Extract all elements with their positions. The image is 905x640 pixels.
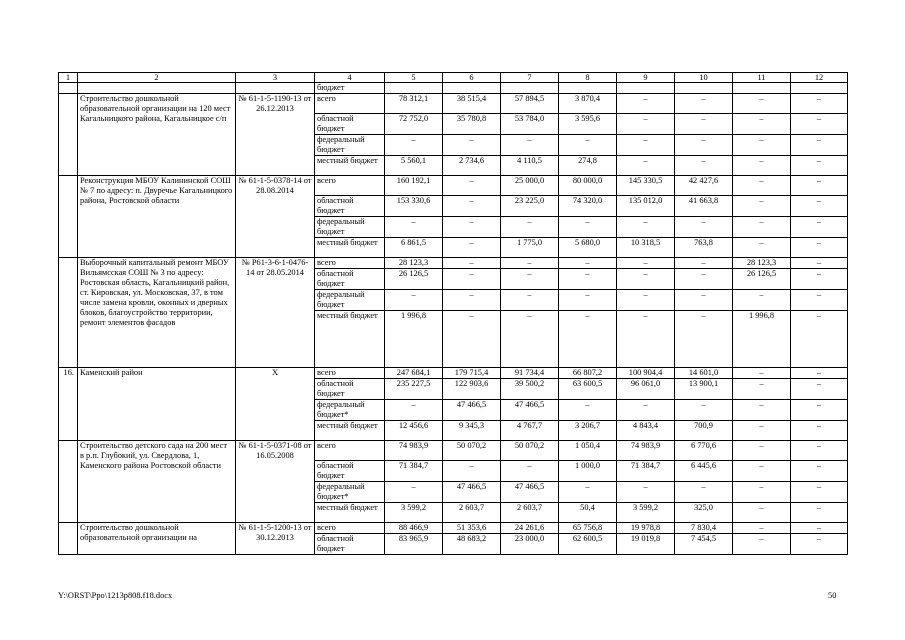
value-cell: –: [733, 94, 791, 114]
table-row: [59, 258, 848, 269]
value-cell: 100 904,4: [617, 368, 675, 379]
carry-over-row: [59, 83, 848, 94]
value-cell: 2 603,7: [501, 503, 559, 523]
value-cell: 12 456,6: [385, 421, 443, 441]
value-cell: 47 466,5: [443, 482, 501, 503]
value-cell: –: [617, 290, 675, 311]
value-cell: 3 599,2: [385, 503, 443, 523]
value-cell: 26 126,5: [733, 269, 791, 290]
value-cell: –: [617, 258, 675, 269]
value-cell: 2 603,7: [443, 503, 501, 523]
value-cell: 6 445,6: [675, 461, 733, 482]
value-cell: 13 900,1: [675, 379, 733, 400]
value-cell: –: [733, 461, 791, 482]
funding-source-label: местный бюджет: [315, 156, 385, 176]
value-cell: 3 206,7: [559, 421, 617, 441]
value-cell: 7 454,5: [675, 534, 733, 555]
funding-source-label: всего: [315, 368, 385, 379]
value-cell: 39 500,2: [501, 379, 559, 400]
value-cell: 74 983,9: [385, 441, 443, 461]
value-cell: –: [559, 135, 617, 156]
value-cell: –: [791, 217, 848, 238]
value-cell: 1 050,4: [559, 441, 617, 461]
value-cell: –: [675, 217, 733, 238]
document-number: № Р61-3-6-1-0476-14 от 28.05.2014: [236, 258, 315, 368]
value-cell: –: [675, 156, 733, 176]
value-cell: –: [733, 196, 791, 217]
value-cell: 51 353,6: [443, 523, 501, 534]
funding-source-label: всего: [315, 441, 385, 461]
value-cell: –: [385, 400, 443, 421]
value-cell: 63 600,5: [559, 379, 617, 400]
row-number: [59, 176, 78, 258]
value-cell: 179 715,4: [443, 368, 501, 379]
value-cell: 91 734,4: [501, 368, 559, 379]
funding-source-label: федеральный бюджет: [315, 217, 385, 238]
value-cell: 53 784,0: [501, 114, 559, 135]
value-cell: –: [733, 176, 791, 196]
header-cell: 2: [78, 73, 236, 83]
header-cell: 9: [617, 73, 675, 83]
header-cell: 7: [501, 73, 559, 83]
value-cell: –: [559, 290, 617, 311]
object-name: Строительство дошкольной образовательной организации на 120 мест Кагальницкого района, Кагальницкое с/п: [78, 94, 236, 176]
value-cell: 4 843,4: [617, 421, 675, 441]
value-cell: 145 330,5: [617, 176, 675, 196]
document-number: Х: [236, 368, 315, 441]
value-cell: –: [443, 135, 501, 156]
value-cell: –: [675, 258, 733, 269]
carry-over-label: бюджет: [315, 83, 385, 94]
value-cell: 3 599,2: [617, 503, 675, 523]
funding-source-label: областной бюджет: [315, 114, 385, 135]
value-cell: –: [675, 269, 733, 290]
value-cell: 122 903,6: [443, 379, 501, 400]
value-cell: –: [501, 290, 559, 311]
value-cell: –: [675, 94, 733, 114]
header-cell: 8: [559, 73, 617, 83]
value-cell: 4 767,7: [501, 421, 559, 441]
value-cell: –: [733, 368, 791, 379]
row-number: [59, 441, 78, 523]
value-cell: –: [791, 461, 848, 482]
value-cell: 28 123,3: [385, 258, 443, 269]
funding-source-label: всего: [315, 176, 385, 196]
value-cell: 3 595,6: [559, 114, 617, 135]
funding-source-label: всего: [315, 258, 385, 269]
empty-cell: [733, 83, 791, 94]
document-number: № 61-1-5-1200-13 от 30.12.2013: [236, 523, 315, 555]
value-cell: –: [559, 217, 617, 238]
funding-source-label: областной бюджет: [315, 269, 385, 290]
value-cell: 247 684,1: [385, 368, 443, 379]
value-cell: –: [733, 400, 791, 421]
value-cell: 23 000,0: [501, 534, 559, 555]
header-row: [59, 73, 848, 83]
object-name: Выборочный капитальный ремонт МБОУ Вильямсская СОШ № 3 по адресу: Ростовская область, Кагальницкий район, ст. Кировская, ул. Московская, 37, в том числе замена кровли, оконных и дверных блоков, благоустройство территории, ремонт элементов фасадов: [78, 258, 236, 368]
value-cell: –: [733, 156, 791, 176]
value-cell: 35 780,8: [443, 114, 501, 135]
value-cell: –: [791, 114, 848, 135]
value-cell: 7 830,4: [675, 523, 733, 534]
funding-source-label: всего: [315, 523, 385, 534]
header-cell: 11: [733, 73, 791, 83]
value-cell: –: [443, 311, 501, 368]
value-cell: –: [733, 379, 791, 400]
value-cell: 1 996,8: [385, 311, 443, 368]
funding-source-label: федеральный бюджет*: [315, 482, 385, 503]
value-cell: –: [501, 258, 559, 269]
value-cell: –: [675, 135, 733, 156]
header-cell: 10: [675, 73, 733, 83]
value-cell: –: [791, 441, 848, 461]
value-cell: 1 996,8: [733, 311, 791, 368]
funding-source-label: местный бюджет: [315, 238, 385, 258]
funding-source-label: областной бюджет: [315, 196, 385, 217]
value-cell: –: [791, 196, 848, 217]
value-cell: –: [733, 135, 791, 156]
value-cell: –: [501, 461, 559, 482]
value-cell: 88 466,9: [385, 523, 443, 534]
value-cell: 3 870,4: [559, 94, 617, 114]
empty-cell: [59, 83, 78, 94]
funding-source-label: всего: [315, 94, 385, 114]
value-cell: –: [559, 269, 617, 290]
value-cell: –: [791, 176, 848, 196]
document-number: № 61-1-5-1190-13 от 26.12.2013: [236, 94, 315, 176]
funding-source-label: федеральный бюджет: [315, 135, 385, 156]
value-cell: 153 330,6: [385, 196, 443, 217]
value-cell: –: [733, 482, 791, 503]
value-cell: –: [791, 135, 848, 156]
value-cell: –: [385, 482, 443, 503]
value-cell: –: [733, 523, 791, 534]
budget-table: [58, 72, 848, 555]
value-cell: –: [675, 290, 733, 311]
value-cell: 72 752,0: [385, 114, 443, 135]
header-cell: 4: [315, 73, 385, 83]
value-cell: –: [443, 238, 501, 258]
value-cell: 25 000,0: [501, 176, 559, 196]
funding-source-label: федеральный бюджет: [315, 290, 385, 311]
value-cell: –: [443, 196, 501, 217]
value-cell: 6 770,6: [675, 441, 733, 461]
value-cell: –: [791, 238, 848, 258]
value-cell: 5 560,1: [385, 156, 443, 176]
value-cell: –: [443, 176, 501, 196]
value-cell: 274,8: [559, 156, 617, 176]
value-cell: –: [791, 368, 848, 379]
row-number: [59, 523, 78, 555]
value-cell: –: [733, 217, 791, 238]
value-cell: –: [791, 269, 848, 290]
value-cell: –: [675, 400, 733, 421]
value-cell: 74 983,9: [617, 441, 675, 461]
value-cell: –: [733, 441, 791, 461]
value-cell: 700,9: [675, 421, 733, 441]
value-cell: 26 126,5: [385, 269, 443, 290]
document-number: № 61-1-5-0371-08 от 16.05.2008: [236, 441, 315, 523]
value-cell: 62 600,5: [559, 534, 617, 555]
value-cell: –: [791, 94, 848, 114]
funding-source-label: федеральный бюджет*: [315, 400, 385, 421]
value-cell: –: [791, 400, 848, 421]
funding-source-label: местный бюджет: [315, 421, 385, 441]
empty-cell: [385, 83, 443, 94]
object-name: Строительство детского сада на 200 мест в р.п. Глубокий, ул. Свердлова, 1, Каменского района Ростовской области: [78, 441, 236, 523]
value-cell: –: [559, 400, 617, 421]
value-cell: 80 000,0: [559, 176, 617, 196]
footer-file-path: Y:\ORST\Ppo\1213p808.f18.docx: [58, 591, 173, 600]
header-cell: 1: [59, 73, 78, 83]
value-cell: 1 000,0: [559, 461, 617, 482]
value-cell: 48 683,2: [443, 534, 501, 555]
funding-source-label: местный бюджет: [315, 503, 385, 523]
value-cell: 65 756,8: [559, 523, 617, 534]
value-cell: –: [617, 269, 675, 290]
header-cell: 6: [443, 73, 501, 83]
value-cell: –: [501, 269, 559, 290]
value-cell: –: [733, 290, 791, 311]
empty-cell: [236, 83, 315, 94]
table-row: [59, 368, 848, 379]
value-cell: 47 466,5: [443, 400, 501, 421]
funding-source-label: областной бюджет: [315, 379, 385, 400]
value-cell: –: [791, 421, 848, 441]
header-cell: 3: [236, 73, 315, 83]
value-cell: 47 466,5: [501, 482, 559, 503]
value-cell: 28 123,3: [733, 258, 791, 269]
value-cell: –: [559, 258, 617, 269]
value-cell: 1 775,0: [501, 238, 559, 258]
value-cell: –: [791, 523, 848, 534]
row-number: [59, 94, 78, 176]
value-cell: 135 012,0: [617, 196, 675, 217]
value-cell: –: [791, 379, 848, 400]
value-cell: –: [791, 258, 848, 269]
value-cell: –: [617, 311, 675, 368]
value-cell: 50 070,2: [443, 441, 501, 461]
value-cell: –: [443, 217, 501, 238]
empty-cell: [675, 83, 733, 94]
value-cell: –: [733, 421, 791, 441]
empty-cell: [501, 83, 559, 94]
table-row: [59, 94, 848, 114]
funding-source-label: областной бюджет: [315, 534, 385, 555]
value-cell: –: [617, 156, 675, 176]
value-cell: –: [733, 238, 791, 258]
value-cell: 325,0: [675, 503, 733, 523]
funding-source-label: областной бюджет: [315, 461, 385, 482]
value-cell: 47 466,5: [501, 400, 559, 421]
value-cell: 74 320,0: [559, 196, 617, 217]
value-cell: –: [501, 217, 559, 238]
value-cell: 50,4: [559, 503, 617, 523]
value-cell: –: [443, 290, 501, 311]
value-cell: –: [617, 400, 675, 421]
value-cell: 41 663,8: [675, 196, 733, 217]
value-cell: 38 515,4: [443, 94, 501, 114]
value-cell: –: [617, 217, 675, 238]
value-cell: –: [385, 135, 443, 156]
value-cell: –: [617, 114, 675, 135]
value-cell: –: [617, 135, 675, 156]
value-cell: –: [501, 135, 559, 156]
value-cell: –: [791, 482, 848, 503]
value-cell: –: [617, 482, 675, 503]
value-cell: –: [675, 482, 733, 503]
value-cell: 2 734,6: [443, 156, 501, 176]
value-cell: 10 318,5: [617, 238, 675, 258]
funding-source-label: местный бюджет: [315, 311, 385, 368]
empty-cell: [559, 83, 617, 94]
value-cell: –: [733, 534, 791, 555]
object-name: Строительство дошкольной образовательной организации на: [78, 523, 236, 555]
value-cell: –: [733, 503, 791, 523]
table-row: [59, 441, 848, 461]
value-cell: –: [443, 258, 501, 269]
value-cell: –: [791, 290, 848, 311]
table-row: [59, 176, 848, 196]
value-cell: 71 384,7: [617, 461, 675, 482]
document-number: № 61-1-5-0378-14 от 28.08.2014: [236, 176, 315, 258]
value-cell: 9 345,3: [443, 421, 501, 441]
value-cell: 96 061,0: [617, 379, 675, 400]
object-name: Каменский район: [78, 368, 236, 441]
table-row: [59, 523, 848, 534]
value-cell: –: [791, 503, 848, 523]
page-number: 50: [828, 591, 837, 600]
value-cell: –: [559, 482, 617, 503]
value-cell: –: [443, 269, 501, 290]
value-cell: –: [675, 114, 733, 135]
value-cell: 50 070,2: [501, 441, 559, 461]
value-cell: 763,8: [675, 238, 733, 258]
value-cell: –: [791, 311, 848, 368]
value-cell: 19 978,8: [617, 523, 675, 534]
empty-cell: [78, 83, 236, 94]
empty-cell: [617, 83, 675, 94]
value-cell: 78 312,1: [385, 94, 443, 114]
value-cell: –: [559, 311, 617, 368]
value-cell: 160 192,1: [385, 176, 443, 196]
value-cell: –: [501, 311, 559, 368]
value-cell: –: [791, 534, 848, 555]
value-cell: 23 225,0: [501, 196, 559, 217]
row-number: 16.: [59, 368, 78, 441]
value-cell: 235 227,5: [385, 379, 443, 400]
value-cell: 14 601,0: [675, 368, 733, 379]
object-name: Реконструкция МБОУ Калининской СОШ № 7 по адресу: п. Двуречье Кагальницкого района, Ростовской области: [78, 176, 236, 258]
value-cell: 71 384,7: [385, 461, 443, 482]
value-cell: 57 894,5: [501, 94, 559, 114]
header-cell: 12: [791, 73, 848, 83]
row-number: [59, 258, 78, 368]
table-body: [59, 73, 848, 555]
value-cell: 19 019,8: [617, 534, 675, 555]
value-cell: –: [385, 290, 443, 311]
header-cell: 5: [385, 73, 443, 83]
value-cell: 66 807,2: [559, 368, 617, 379]
value-cell: 42 427,6: [675, 176, 733, 196]
value-cell: 4 110,5: [501, 156, 559, 176]
value-cell: 6 861,5: [385, 238, 443, 258]
value-cell: 5 680,0: [559, 238, 617, 258]
value-cell: –: [733, 114, 791, 135]
value-cell: –: [385, 217, 443, 238]
value-cell: –: [443, 461, 501, 482]
value-cell: 83 965,9: [385, 534, 443, 555]
value-cell: –: [675, 311, 733, 368]
value-cell: –: [791, 156, 848, 176]
empty-cell: [443, 83, 501, 94]
value-cell: 24 261,6: [501, 523, 559, 534]
empty-cell: [791, 83, 848, 94]
value-cell: –: [617, 94, 675, 114]
